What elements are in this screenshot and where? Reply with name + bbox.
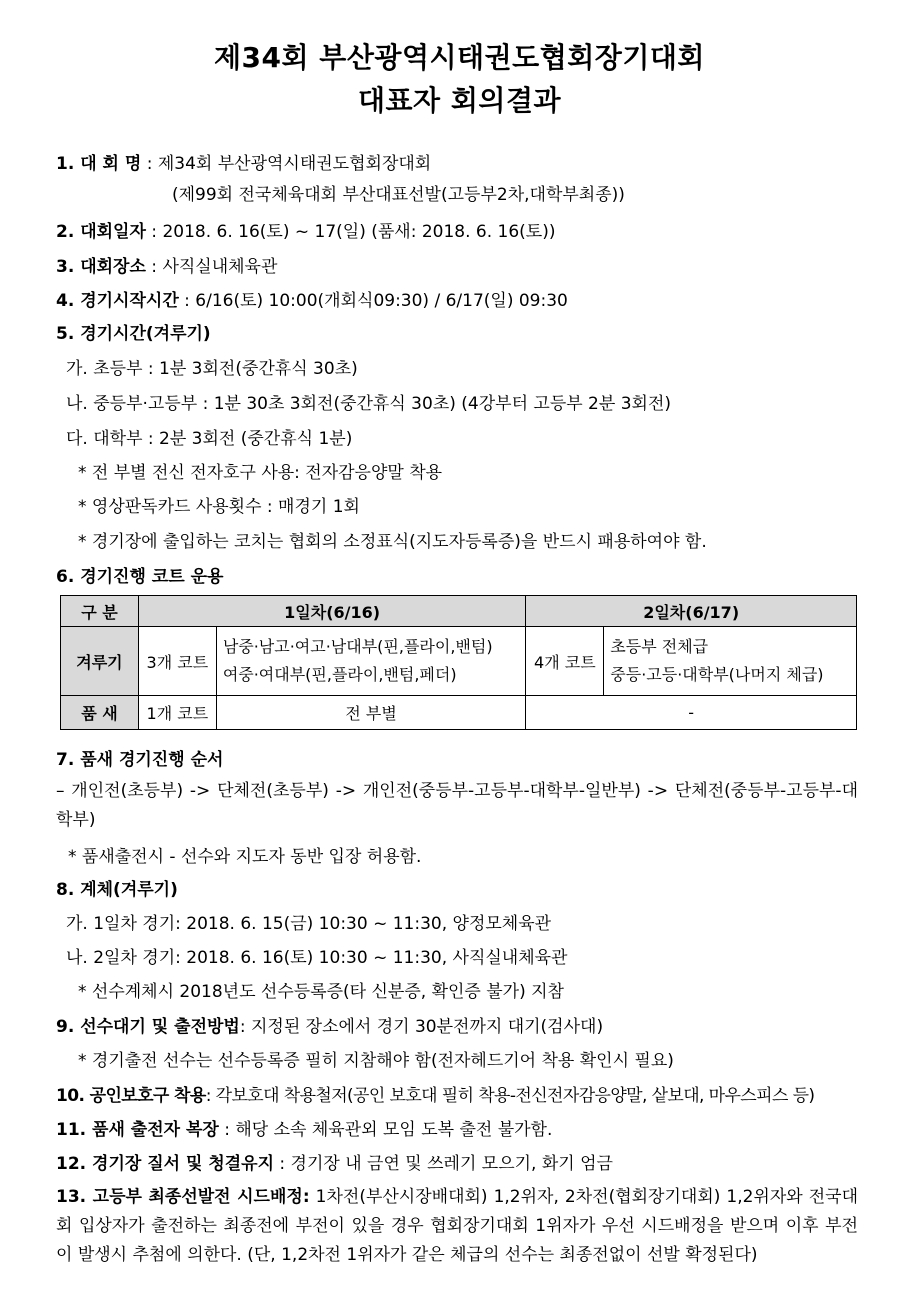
section-6-label: 6. 경기진행 코트 운용 <box>56 567 224 587</box>
section-1 <box>56 152 431 176</box>
table-row-poomsae <box>61 696 857 730</box>
table-row-kyorugi <box>61 627 857 696</box>
section-5-note-2: * 영상판독카드 사용횟수 : 매경기 1회 <box>78 497 360 517</box>
section-3-label: 3. 대회장소 <box>56 257 146 277</box>
section-9-note: * 경기출전 선수는 선수등록증 필히 지참해야 함(전자헤드기어 착용 확인시 필요) <box>78 1051 674 1071</box>
header-division: 구 분 <box>61 596 139 627</box>
row-label-kyorugi: 겨루기 <box>61 627 139 696</box>
section-4 <box>56 289 568 313</box>
day1-kyorugi-detail <box>216 627 526 696</box>
section-1-value: : 제34회 부산광역시태권도협회장대회 <box>141 154 432 174</box>
section-12 <box>56 1152 613 1176</box>
section-9-label: 9. 선수대기 및 출전방법 <box>56 1017 240 1037</box>
section-10-value: : 각보호대 착용철저(공인 보호대 필히 착용-전신전자감응양말, 샅보대, 마우스피스 등) <box>205 1086 815 1106</box>
section-8-item-a: 가. 1일차 경기: 2018. 6. 15(금) 10:30 ~ 11:30, 양정모체육관 <box>66 914 552 934</box>
section-8-item-b: 나. 2일차 경기: 2018. 6. 16(토) 10:30 ~ 11:30, 사직실내체육관 <box>66 948 568 968</box>
day1-poomsae-detail: 전 부별 <box>216 696 526 730</box>
header-day-1: 1일차(6/16) <box>138 596 525 627</box>
section-2 <box>56 220 555 244</box>
row-label-poomsae: 품 새 <box>61 696 139 730</box>
section-3 <box>56 255 277 279</box>
section-5-item-b: 나. 중등부·고등부 : 1분 30초 3회전(중간휴식 30초) (4강부터 고등부 2분 3회전) <box>66 394 671 414</box>
section-2-value: : 2018. 6. 16(토) ~ 17(일) (품새: 2018. 6. 16(토)) <box>145 222 556 242</box>
section-11 <box>56 1118 552 1142</box>
day1-kyorugi-line-1: 남중·남고·여고·남대부(핀,플라이,밴텀) <box>222 637 493 656</box>
court-table <box>60 595 857 730</box>
section-9-value: : 지정된 장소에서 경기 30분전까지 대기(검사대) <box>239 1017 604 1037</box>
section-7-note: * 품새출전시 - 선수와 지도자 동반 입장 허용함. <box>68 847 422 867</box>
section-5-item-a: 가. 초등부 : 1분 3회전(중간휴식 30초) <box>66 359 358 379</box>
section-5-note-1: * 전 부별 전신 전자호구 사용: 전자감응양말 착용 <box>78 463 443 483</box>
section-1-label: 1. 대 회 명 <box>56 154 142 174</box>
day2-poomsae: - <box>526 696 857 730</box>
document-subtitle: 대표자 회의결과 <box>357 84 562 117</box>
day2-kyorugi-detail <box>604 627 857 696</box>
section-10-label: 10. 공인보호구 착용 <box>56 1086 206 1106</box>
section-5-label: 5. 경기시간(겨루기) <box>56 324 211 344</box>
section-12-label: 12. 경기장 질서 및 청결유지 <box>56 1154 275 1174</box>
section-10 <box>56 1084 814 1108</box>
section-2-label: 2. 대회일자 <box>56 222 146 242</box>
section-8-label: 8. 계체(겨루기) <box>56 880 178 900</box>
section-9 <box>56 1015 603 1039</box>
section-13-label: 13. 고등부 최종선발전 시드배정: <box>56 1187 310 1207</box>
section-7-text: – 개인전(초등부) -> 단체전(초등부) -> 개인전(중등부-고등부-대학부-일반부) -> 단체전(중등부-고등부-대학부) <box>56 781 858 830</box>
day2-kyorugi-line-2: 중등·고등·대학부(나머지 체급) <box>610 665 824 684</box>
day1-kyorugi-line-2: 여중·여대부(핀,플라이,밴텀,페더) <box>222 665 457 684</box>
day1-kyorugi-courts: 3개 코트 <box>138 627 216 696</box>
day2-kyorugi-line-1: 초등부 전체급 <box>610 637 709 656</box>
section-13 <box>56 1183 858 1270</box>
section-7-label: 7. 품새 경기진행 순서 <box>56 750 224 770</box>
header-day-2: 2일차(6/17) <box>526 596 857 627</box>
table-header-row <box>61 596 857 627</box>
section-12-value: : 경기장 내 금연 및 쓰레기 모으기, 화기 엄금 <box>274 1154 613 1174</box>
section-4-value: : 6/16(토) 10:00(개회식09:30) / 6/17(일) 09:30 <box>178 291 568 311</box>
section-8-note: * 선수계체시 2018년도 선수등록증(타 신분증, 확인증 불가) 지참 <box>78 982 564 1002</box>
day1-poomsae-courts: 1개 코트 <box>138 696 216 730</box>
section-5-note-3: * 경기장에 출입하는 코치는 협회의 소정표식(지도자등록증)을 반드시 패용하여야 함. <box>78 532 707 552</box>
section-3-value: : 사직실내체육관 <box>145 257 278 277</box>
section-11-value: : 해당 소속 체육관외 모임 도복 출전 불가함. <box>218 1120 553 1140</box>
document-title: 제34회 부산광역시태권도협회장기대회 <box>214 41 705 74</box>
section-4-label: 4. 경기시작시간 <box>56 291 179 311</box>
section-1-value-2: (제99회 전국체육대회 부산대표선발(고등부2차,대학부최종)) <box>172 185 625 205</box>
section-11-label: 11. 품새 출전자 복장 <box>56 1120 219 1140</box>
section-13-value: 1차전(부산시장배대회) 1,2위자, 2차전(협회장기대회) 1,2위자와 전국대회 입상자가 출전하는 최종전에 부전이 있을 경우 협회장기대회 1위자가 우선 시드배정을 받으며 이후 부전이 발생시 추첨에 의한다. (단, 1,2차전 1위자가 같은 체급의 선수는 최종전없이 선발 확정된다) <box>56 1187 858 1265</box>
day2-kyorugi-courts: 4개 코트 <box>526 627 604 696</box>
section-5-item-c: 다. 대학부 : 2분 3회전 (중간휴식 1분) <box>66 429 353 449</box>
